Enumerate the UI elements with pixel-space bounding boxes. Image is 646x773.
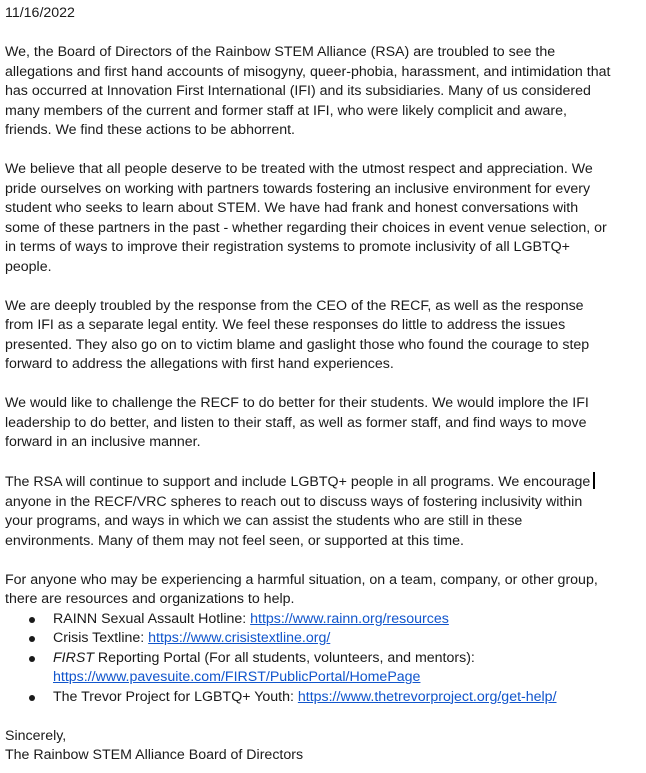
text-line: many members of the current and former staff at IFI, who were likely complicit and aware, — [5, 102, 567, 119]
text-line: forward to address the allegations with first hand experiences. — [5, 356, 394, 372]
bullet-icon — [29, 656, 35, 662]
text-line: forward in an inclusive manner. — [5, 434, 201, 450]
bullet-icon — [29, 636, 35, 642]
paragraph-values — [5, 160, 635, 277]
resource-label-emphasis: FIRST — [53, 649, 94, 666]
paragraph-resources-intro — [5, 571, 635, 610]
letter-date: 11/16/2022 — [5, 5, 75, 21]
text-line: The RSA will continue to support and include LGBTQ+ people in all programs. We encourage — [5, 472, 635, 493]
bullet-icon — [29, 617, 35, 623]
text-line: For anyone who may be experiencing a harmful situation, on a team, company, or other group, — [5, 571, 598, 588]
text-line: student who seeks to learn about STEM. We have had frank and honest conversations with — [5, 200, 579, 216]
text-line: anyone in the RECF/VRC spheres to reach out to discuss ways of fostering inclusivity within — [5, 493, 583, 510]
list-item — [5, 610, 635, 630]
text-line: some of these partners in the past - whether regarding their choices in event venue selection, or — [5, 219, 607, 236]
resources-list — [5, 610, 635, 708]
trevor-project-link[interactable]: https://www.thetrevorproject.org/get-help/ — [297, 688, 557, 705]
text-line: We are deeply troubled by the response from the CEO of the RECF, as well as the response — [5, 297, 584, 314]
bullet-icon — [29, 695, 35, 701]
text-line: in terms of ways to improve their registration systems to promote inclusivity of all LGBTQ+ — [5, 239, 570, 255]
text-line: environments. Many of them may not feel seen, or supported at this time. — [5, 532, 464, 549]
crisis-textline-link[interactable]: https://www.crisistextline.org/ — [148, 630, 331, 646]
list-item — [5, 649, 635, 688]
list-item — [5, 688, 635, 708]
text-line: friends. We find these actions to be abhorrent. — [5, 122, 295, 138]
text-line: has occurred at Innovation First International (IFI) and its subsidiaries. Many of us considered — [5, 83, 591, 99]
text-line: pride ourselves on working with partners towards fostering an inclusive environment for every — [5, 180, 591, 197]
paragraph-challenge — [5, 394, 635, 453]
letter-document — [5, 4, 635, 766]
paragraph-statement — [5, 43, 635, 141]
resource-label: RAINN Sexual Assault Hotline: — [53, 610, 251, 627]
closing-salutation: Sincerely, — [5, 727, 67, 744]
text-line: leadership to do better, and listen to their staff, as well as former staff, and find ways to move — [5, 414, 587, 431]
text-line: there are resources and organizations to help. — [5, 591, 295, 607]
paragraph-response — [5, 297, 635, 375]
text-line: We, the Board of Directors of the Rainbow STEM Alliance (RSA) are troubled to see the — [5, 44, 556, 60]
resource-label: The Trevor Project for LGBTQ+ Youth: — [53, 688, 298, 705]
text-line: presented. They also go on to victim blame and gaslight those who found the courage to step — [5, 336, 590, 353]
text-line: allegations and first hand accounts of misogyny, queer-phobia, harassment, and intimidation that — [5, 63, 611, 80]
text-cursor — [593, 472, 595, 489]
closing-signature: The Rainbow STEM Alliance Board of Directors — [5, 747, 304, 763]
text-line: people. — [5, 258, 52, 275]
text-line: We believe that all people deserve to be treated with the utmost respect and appreciation. We — [5, 161, 593, 177]
text-line: We would like to challenge the RECF to do better for their students. We would implore the IFI — [5, 395, 589, 411]
resource-label: Crisis Textline: — [53, 630, 149, 646]
paragraph-support — [5, 472, 635, 551]
list-item — [5, 629, 635, 649]
text-line: from IFI as a separate legal entity. We feel these responses do little to address the issues — [5, 317, 566, 333]
first-portal-link[interactable]: https://www.pavesuite.com/FIRST/PublicPortal/HomePage — [53, 669, 421, 685]
resource-label: Reporting Portal (For all students, volunteers, and mentors): — [93, 649, 475, 666]
text-line: your programs, and ways in which we can assist the students who are still in these — [5, 513, 523, 529]
rainn-link[interactable]: https://www.rainn.org/resources — [250, 610, 449, 627]
